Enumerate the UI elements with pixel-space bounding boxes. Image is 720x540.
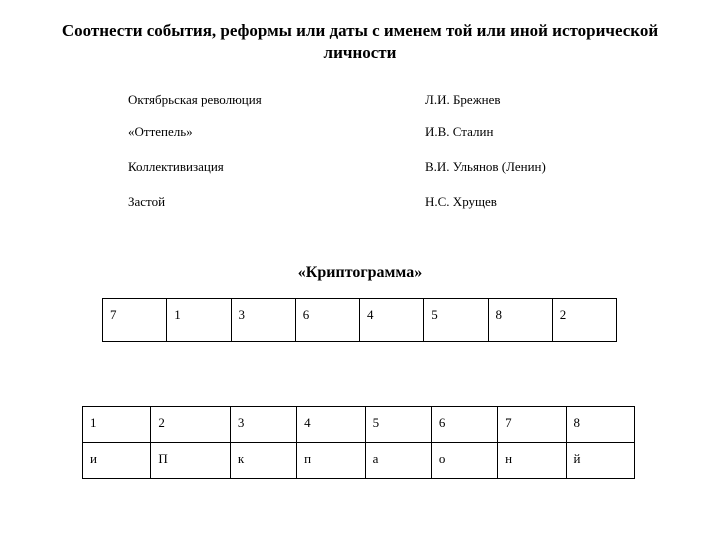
key-letter-cell: П	[151, 443, 230, 479]
event-label: Коллективизация	[128, 159, 224, 174]
key-number-cell: 3	[230, 407, 296, 443]
key-letter-cell: н	[498, 443, 566, 479]
key-number-cell: 5	[365, 407, 431, 443]
page-title: Соотнести события, реформы или даты с именем той или иной исторической личности	[61, 21, 659, 62]
cryptogram-cell: 1	[167, 299, 231, 342]
key-numbers-row	[83, 407, 635, 443]
event-label: Октябрьская революция	[128, 92, 262, 107]
cryptogram-cell: 8	[488, 299, 552, 342]
person-label: И.В. Сталин	[425, 124, 494, 139]
event-label: Застой	[128, 194, 166, 209]
key-letter-cell: и	[83, 443, 151, 479]
key-letter-cell: п	[297, 443, 365, 479]
person-label: Н.С. Хрущев	[425, 194, 497, 209]
key-letter-cell: а	[365, 443, 431, 479]
person-label: Л.И. Брежнев	[425, 92, 501, 107]
event-label: «Оттепель»	[128, 124, 193, 139]
cryptogram-cell: 5	[424, 299, 488, 342]
key-number-cell: 6	[431, 407, 497, 443]
matching-row	[0, 90, 720, 110]
matching-row	[0, 192, 720, 212]
key-table	[82, 406, 635, 479]
cryptogram-table	[102, 298, 617, 342]
key-letter-cell: о	[431, 443, 497, 479]
cryptogram-cell: 4	[360, 299, 424, 342]
key-number-cell: 4	[297, 407, 365, 443]
key-number-cell: 1	[83, 407, 151, 443]
cryptogram-cell: 3	[231, 299, 295, 342]
person-label: В.И. Ульянов (Ленин)	[425, 159, 546, 174]
key-number-cell: 7	[498, 407, 566, 443]
matching-row	[0, 122, 720, 142]
cryptogram-cell: 6	[295, 299, 359, 342]
cryptogram-title: «Криптограмма»	[297, 264, 423, 281]
cryptogram-cell: 7	[103, 299, 167, 342]
key-letter-cell: к	[230, 443, 296, 479]
cryptogram-row	[103, 299, 617, 342]
key-letter-cell: й	[566, 443, 635, 479]
key-number-cell: 8	[566, 407, 635, 443]
key-letters-row	[83, 443, 635, 479]
matching-row	[0, 157, 720, 177]
cryptogram-cell: 2	[552, 299, 616, 342]
key-number-cell: 2	[151, 407, 230, 443]
